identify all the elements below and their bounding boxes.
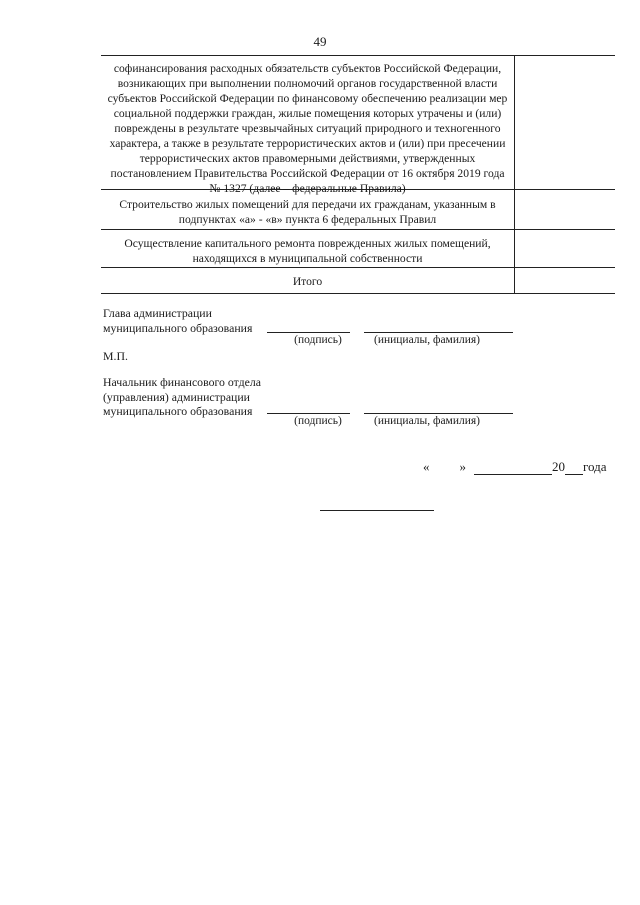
table-divider	[101, 229, 615, 230]
table-border-top	[101, 55, 615, 56]
end-separator	[320, 510, 434, 511]
table-cell-total: Итого	[292, 275, 323, 288]
date-close-quote: »	[459, 459, 466, 474]
table-cell-capital-repair: Осуществление капитального ремонта поврежденных жилых помещений, находящихся в муниципальной собственности	[124, 237, 491, 265]
finance-name-line	[364, 413, 513, 414]
date-year-blank	[565, 460, 583, 475]
table-cell-construction: Строительство жилых помещений для передачи их гражданам, указанным в подпунктах «а» - «в» пункта 6 федеральных Правил	[119, 198, 496, 226]
stamp-place: М.П.	[103, 349, 128, 363]
table-column-divider	[514, 55, 515, 293]
table-divider	[101, 267, 615, 268]
head-signature-line	[267, 332, 350, 333]
finance-signature-line	[267, 413, 350, 414]
date-year-suffix: года	[583, 459, 607, 474]
date-line	[423, 459, 607, 475]
finance-title-line2: (управления) администрации	[103, 390, 250, 404]
document-table	[101, 55, 615, 294]
date-open-quote: «	[423, 459, 430, 474]
finance-signature-caption: (подпись)	[294, 415, 342, 427]
date-month-blank	[474, 460, 552, 475]
finance-name-caption: (инициалы, фамилия)	[373, 415, 481, 427]
table-border-bottom	[101, 293, 615, 294]
date-year-prefix: 20	[552, 459, 565, 474]
finance-title-line3: муниципального образования	[103, 404, 253, 418]
head-name-caption: (инициалы, фамилия)	[373, 334, 481, 346]
head-name-line	[364, 332, 513, 333]
table-cell-rules-description: софинансирования расходных обязательств субъектов Российской Федерации, возникающих при выполнении полномочий органов государственной власти субъектов Российской Федерации по финансовому обеспечению реализации мер социальной поддержки граждан, жилые помещения которых утрачены и (или) повреждены в результате чрезвычайных ситуаций природного и техногенного характера, а также в результате террористических актов и (или) при пресечении террористических актов правомерными действиями, утвержденных постановлением Правительства Российской Федерации от 16 октября 2019 года № 1327 (далее – федеральные Правила)	[107, 62, 508, 195]
page-number: 49	[313, 34, 327, 49]
head-title-line1: Глава администрации	[103, 306, 212, 320]
head-title-line2: муниципального образования	[103, 321, 253, 335]
finance-title-line1: Начальник финансового отдела	[103, 375, 261, 389]
head-signature-caption: (подпись)	[294, 334, 342, 346]
